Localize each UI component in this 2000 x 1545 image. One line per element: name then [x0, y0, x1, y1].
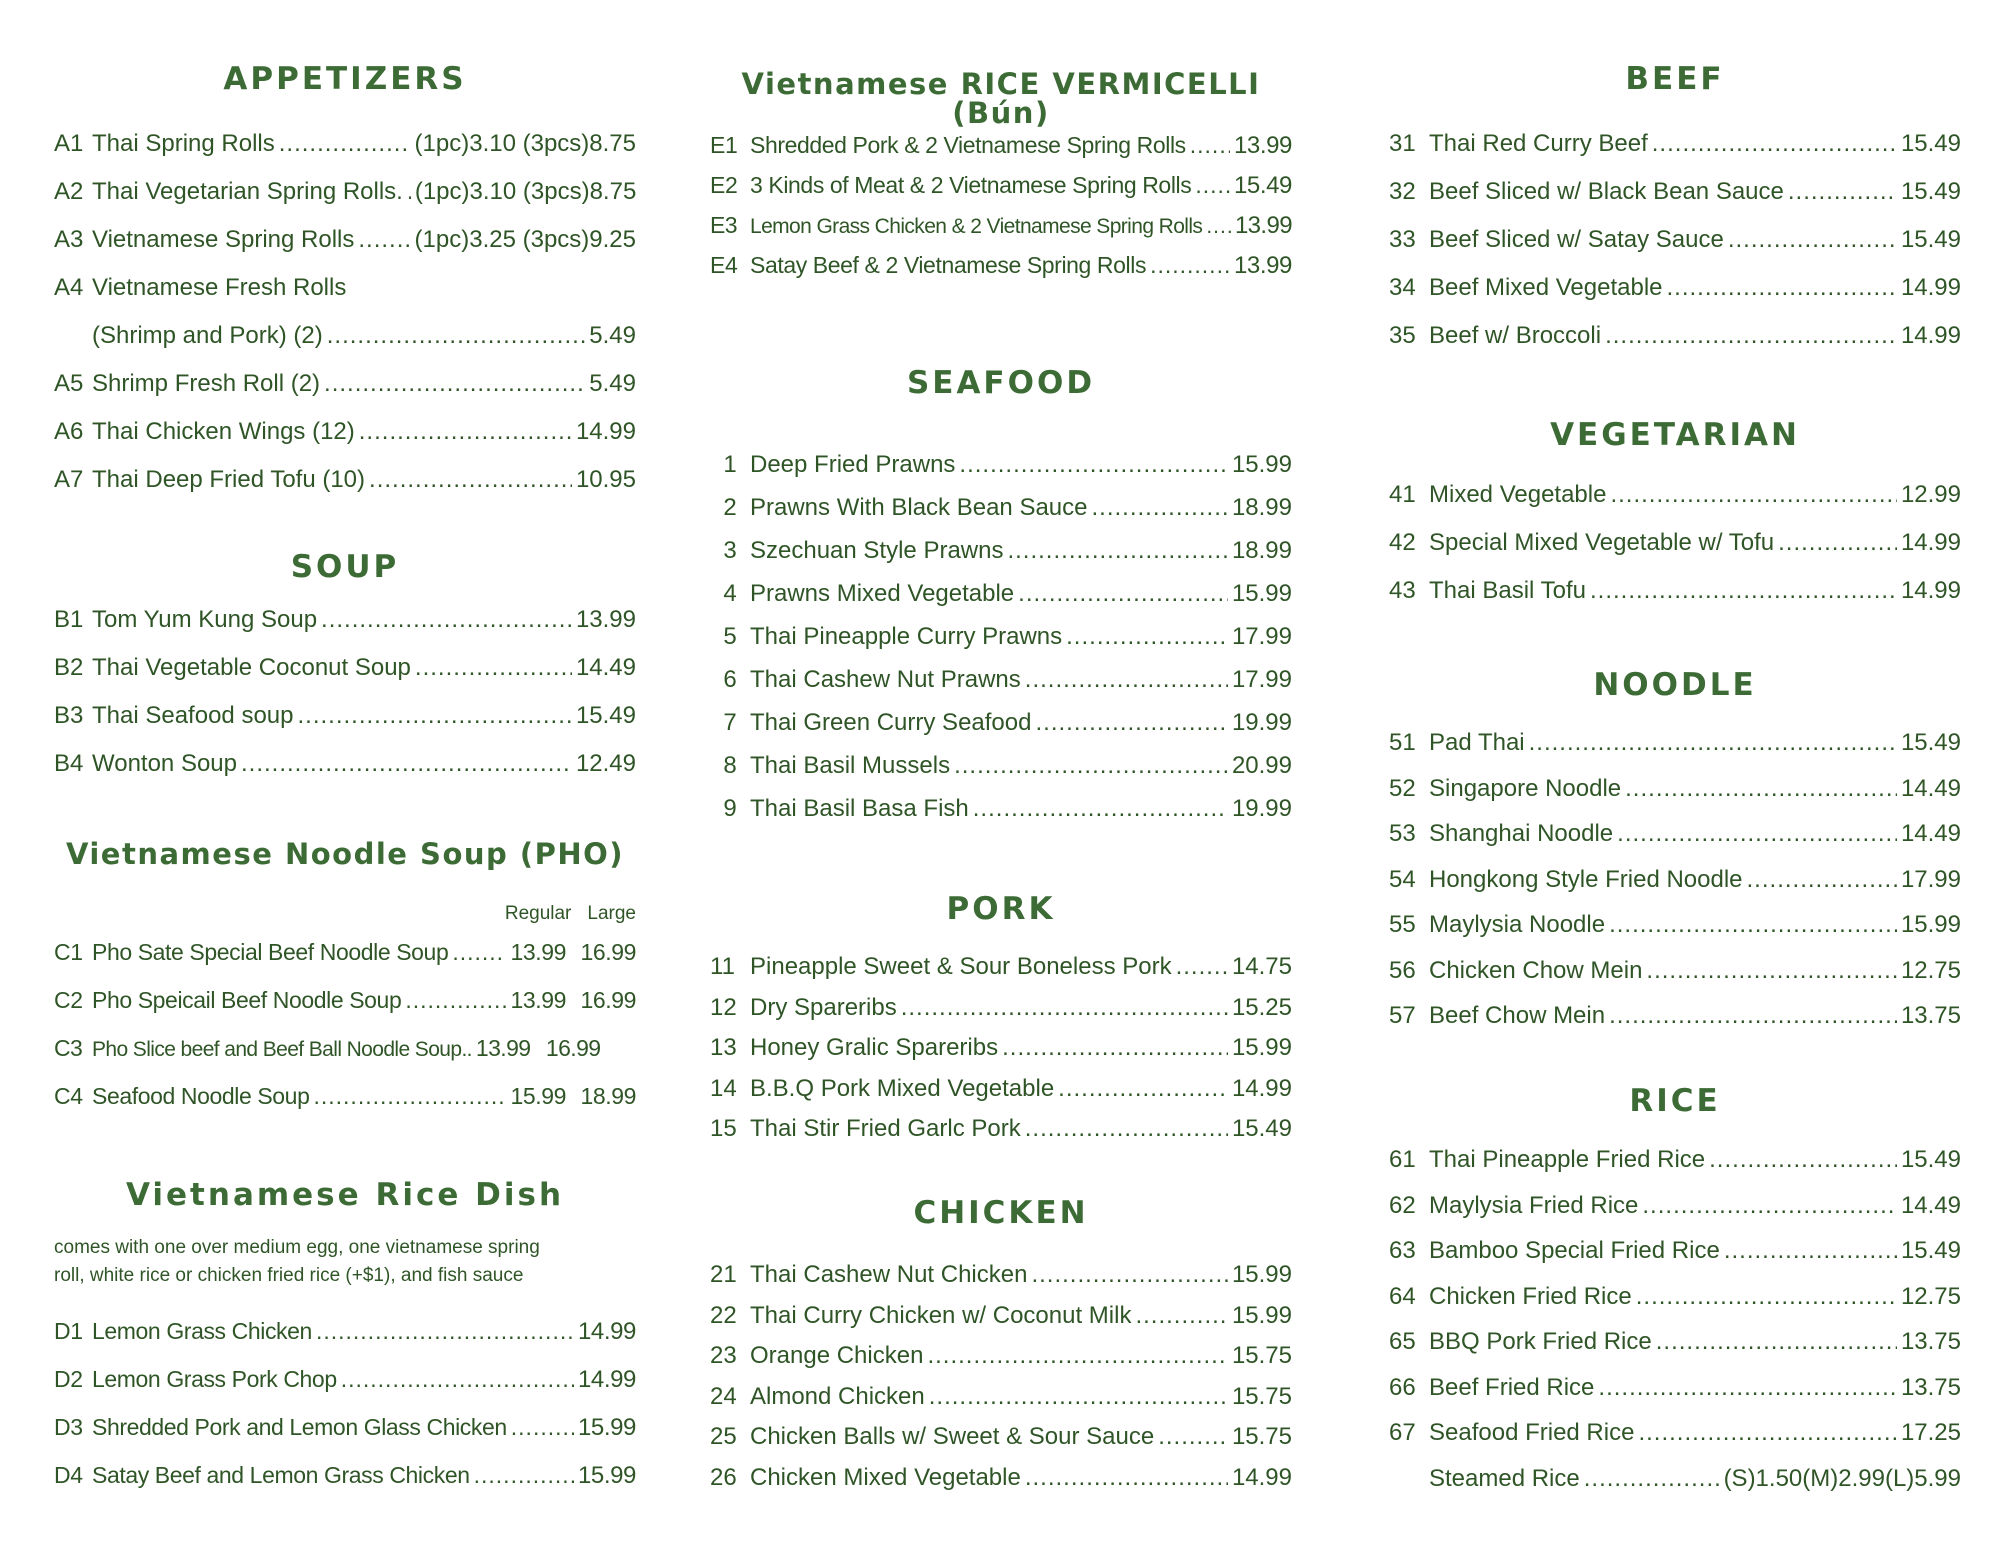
item-name: Dry Spareribs	[750, 993, 897, 1021]
dot-leader	[1724, 1234, 1897, 1268]
item-name: Singapore Noodle	[1429, 774, 1622, 802]
dot-leader	[1025, 1461, 1228, 1495]
item-name: Thai Basil Basa Fish	[750, 795, 969, 822]
item-name: Beef Sliced w/ Satay Sauce	[1429, 226, 1724, 253]
dot-leader	[1610, 478, 1896, 512]
menu-item	[1389, 271, 1961, 305]
item-price: 15.49	[1231, 1115, 1292, 1142]
menu-item	[1389, 772, 1961, 806]
section-title-rice: RICE	[1629, 1083, 1721, 1119]
item-number: 66	[1389, 1373, 1416, 1401]
dot-leader	[1176, 950, 1228, 984]
dot-leader	[1035, 706, 1227, 740]
dot-leader	[1747, 863, 1897, 897]
note-line: comes with one over medium egg, one vietnamese spring	[54, 1237, 540, 1258]
menu-item	[1389, 726, 1961, 760]
menu-item: D4 Satay Beef and Lemon Grass Chicken ..... 15.99	[54, 1458, 636, 1492]
menu-item	[710, 491, 1292, 525]
item-price: 17.25	[1900, 1419, 1961, 1446]
menu-item	[710, 991, 1292, 1025]
section-title-seafood: SEAFOOD	[906, 365, 1096, 401]
dot-leader	[1092, 491, 1228, 525]
item-name: Seafood Fried Rice	[1429, 1419, 1635, 1446]
menu-item	[710, 1299, 1292, 1333]
item-number: 42	[1389, 529, 1416, 556]
item-name: BBQ Pork Fried Rice	[1429, 1328, 1652, 1355]
item-number: 2	[723, 494, 737, 521]
section-title-chicken: CHICKEN	[913, 1195, 1089, 1231]
menu-item	[710, 663, 1292, 697]
item-name: Prawns Mixed Vegetable	[750, 580, 1015, 607]
menu-item: D3 Shredded Pork and Lemon Glass Chicken ..... 15.99	[54, 1410, 636, 1444]
rice-dish-note	[54, 1234, 614, 1290]
item-price: 14.99	[1231, 1074, 1292, 1102]
item-number: 32	[1389, 178, 1416, 205]
section-title-pho: Vietnamese Noodle Soup (PHO)	[65, 837, 625, 871]
menu-item	[1389, 954, 1961, 988]
item-number: 55	[1389, 911, 1416, 938]
dot-leader	[1617, 817, 1897, 851]
item-number: 52	[1389, 774, 1416, 802]
item-price: 14.99	[1900, 529, 1961, 556]
section-title-vegetarian: VEGETARIAN	[1550, 417, 1800, 453]
item-name: Maylysia Noodle	[1429, 911, 1606, 938]
menu-item: C4 Seafood Noodle Soup ..... 15.99 18.99	[54, 1079, 636, 1113]
menu-item: C3 Pho Slice beef and Beef Ball Noodle Soup.. 13.99 16.99	[54, 1035, 601, 1061]
dot-leader	[1609, 999, 1897, 1033]
dot-leader	[1066, 620, 1228, 654]
item-name: Pad Thai	[1429, 729, 1525, 756]
item-name: Shanghai Noodle	[1429, 820, 1614, 847]
menu-item: A2 Thai Vegetarian Spring Rolls. ..... (1pc)3.10 (3pcs)8.75	[54, 175, 636, 209]
menu-item	[1389, 223, 1961, 257]
dot-leader	[1031, 1258, 1227, 1292]
dot-leader	[1025, 1112, 1228, 1146]
item-name: Orange Chicken	[750, 1342, 924, 1369]
item-number: 33	[1389, 226, 1416, 253]
item-name: Chicken Chow Mein	[1429, 956, 1643, 984]
section-title-vermicelli: Vietnamese RICE VERMICELLI (Bún)	[741, 67, 1261, 130]
item-name: Deep Fried Prawns	[750, 451, 956, 478]
item-price: 13.75	[1900, 1373, 1961, 1401]
item-number: 67	[1389, 1419, 1416, 1446]
item-name: Pineapple Sweet & Sour Boneless Pork	[750, 953, 1172, 980]
item-price: 15.49	[1900, 130, 1961, 157]
item-number: 26	[710, 1463, 737, 1491]
item-name: Beef Chow Mein	[1429, 1002, 1606, 1029]
menu-item	[1389, 1416, 1961, 1450]
menu-item	[1389, 319, 1961, 353]
dot-leader	[1778, 526, 1897, 560]
item-price: 12.75	[1900, 1282, 1961, 1310]
item-price: 15.99	[1900, 911, 1961, 938]
item-price: 15.99	[1231, 580, 1292, 607]
note-line: roll, white rice or chicken fried rice (+$1), and fish sauce	[54, 1265, 524, 1286]
item-name: Thai Cashew Nut Prawns	[750, 666, 1021, 693]
item-price: 14.99	[1900, 274, 1961, 301]
menu-item	[1389, 175, 1961, 209]
menu-item	[1389, 478, 1961, 512]
menu-item: D1 Lemon Grass Chicken ..... 14.99	[54, 1314, 636, 1348]
item-name: Hongkong Style Fried Noodle	[1429, 865, 1743, 893]
item-number: 35	[1389, 322, 1416, 349]
item-number: 24	[710, 1382, 737, 1410]
dot-leader	[1158, 1420, 1228, 1454]
menu-item	[710, 534, 1292, 568]
menu-item	[1389, 1371, 1961, 1405]
dot-leader	[1007, 534, 1227, 568]
dot-leader	[901, 991, 1228, 1025]
menu-item	[1389, 863, 1961, 897]
menu-item: E2 3 Kinds of Meat & 2 Vietnamese Spring Rolls ..... 15.49	[710, 168, 1292, 202]
item-number: 7	[723, 709, 737, 736]
menu-item	[1389, 526, 1961, 560]
item-price: 12.99	[1900, 481, 1961, 508]
menu-item	[1389, 127, 1961, 161]
dot-leader	[1002, 1031, 1228, 1065]
item-number: 64	[1389, 1282, 1416, 1310]
item-number: 62	[1389, 1191, 1416, 1219]
item-name: Thai Green Curry Seafood	[750, 709, 1032, 736]
menu-item	[710, 1339, 1292, 1373]
item-name: Chicken Balls w/ Sweet & Sour Sauce	[750, 1423, 1155, 1450]
item-name: Mixed Vegetable	[1429, 481, 1607, 508]
dot-leader	[1025, 663, 1228, 697]
dot-leader	[1667, 271, 1897, 305]
dot-leader	[1605, 319, 1897, 353]
item-number: 43	[1389, 577, 1416, 604]
menu-item	[710, 1420, 1292, 1454]
item-name: Steamed Rice	[1429, 1464, 1580, 1492]
item-number: 41	[1389, 481, 1416, 508]
item-number: 6	[723, 666, 737, 693]
menu-item: E3 Lemon Grass Chicken & 2 Vietnamese Spring Rolls ..... 13.99	[710, 208, 1292, 242]
menu-item: E1 Shredded Pork & 2 Vietnamese Spring Rolls ..... 13.99	[710, 128, 1292, 162]
item-number: 1	[723, 451, 737, 478]
item-price: 17.99	[1231, 666, 1292, 693]
item-price: 14.49	[1900, 1191, 1961, 1219]
dot-leader	[1642, 1189, 1897, 1223]
item-price: 18.99	[1231, 537, 1292, 564]
item-number: 22	[710, 1301, 737, 1329]
dot-leader	[929, 1380, 1228, 1414]
menu-item: B4 Wonton Soup ..... 12.49	[54, 747, 636, 781]
item-price: 12.75	[1900, 956, 1961, 984]
item-name: Maylysia Fried Rice	[1429, 1191, 1639, 1219]
menu-item: A4 Vietnamese Fresh Rolls	[54, 274, 347, 301]
item-number: 34	[1389, 274, 1416, 301]
regular-column-header: Regular	[504, 903, 572, 924]
item-number: 53	[1389, 820, 1416, 847]
item-name: B.B.Q Pork Mixed Vegetable	[750, 1074, 1055, 1102]
item-name: Almond Chicken	[750, 1382, 925, 1410]
dot-leader	[1609, 908, 1897, 942]
item-price: 14.75	[1231, 953, 1292, 980]
item-name: Chicken Fried Rice	[1429, 1282, 1632, 1310]
menu-item: E4 Satay Beef & 2 Vietnamese Spring Rolls ..... 13.99	[710, 248, 1292, 282]
menu-item: A6 Thai Chicken Wings (12) ..... 14.99	[54, 415, 636, 449]
item-name: Thai Pineapple Curry Prawns	[750, 623, 1063, 650]
menu-item: A7 Thai Deep Fried Tofu (10) ..... 10.95	[54, 463, 636, 497]
menu-item	[710, 1112, 1292, 1146]
dot-leader	[1529, 726, 1897, 760]
dot-leader	[1728, 223, 1897, 257]
item-number: 31	[1389, 130, 1416, 157]
item-number: 56	[1389, 956, 1416, 984]
menu-item	[1389, 1143, 1961, 1177]
item-number: 63	[1389, 1237, 1416, 1264]
item-number: 11	[710, 953, 735, 980]
item-price: 15.49	[1900, 729, 1961, 756]
item-price: 14.49	[1900, 774, 1961, 802]
item-price: (S)1.50(M)2.99(L)5.99	[1723, 1464, 1961, 1492]
item-name: Beef Fried Rice	[1429, 1373, 1595, 1401]
item-number: 25	[710, 1423, 737, 1450]
menu-item	[710, 1072, 1292, 1106]
item-number: 9	[723, 795, 737, 822]
menu-item	[710, 1380, 1292, 1414]
menu-item	[1389, 1280, 1961, 1314]
item-price: 15.99	[1231, 451, 1292, 478]
item-name: Beef Mixed Vegetable	[1429, 274, 1663, 301]
item-price: 15.99	[1231, 1301, 1292, 1329]
menu-item	[1389, 1234, 1961, 1268]
item-price: 14.99	[1900, 322, 1961, 349]
item-name: Thai Stir Fried Garlc Pork	[750, 1115, 1021, 1142]
menu-item	[710, 749, 1292, 783]
menu-item	[710, 448, 1292, 482]
item-price: 15.49	[1900, 1146, 1961, 1173]
item-name: Prawns With Black Bean Sauce	[750, 494, 1088, 521]
menu-item: A1 Thai Spring Rolls ..... (1pc)3.10 (3pcs)8.75	[54, 127, 636, 161]
dot-leader	[1652, 127, 1897, 161]
menu-item	[1389, 817, 1961, 851]
menu-item: A3 Vietnamese Spring Rolls ..... (1pc)3.25 (3pcs)9.25	[54, 223, 636, 257]
menu-item	[1389, 1462, 1961, 1496]
item-name: Special Mixed Vegetable w/ Tofu	[1429, 529, 1775, 556]
menu-item-continued: (Shrimp and Pork) (2) ..... 5.49	[54, 319, 636, 353]
item-name: Szechuan Style Prawns	[750, 537, 1004, 564]
item-name: Bamboo Special Fried Rice	[1429, 1237, 1720, 1264]
item-price: 20.99	[1231, 752, 1292, 779]
menu-item	[710, 1461, 1292, 1495]
item-name: Thai Basil Mussels	[750, 752, 951, 779]
item-number: 51	[1389, 729, 1416, 756]
dot-leader	[1709, 1143, 1897, 1177]
item-price: 17.99	[1900, 865, 1961, 893]
dot-leader	[973, 792, 1228, 826]
item-name: Thai Curry Chicken w/ Coconut Milk	[750, 1301, 1132, 1329]
item-number: 13	[710, 1034, 737, 1061]
menu-item: C1 Pho Sate Special Beef Noodle Soup ..... 13.99 16.99	[54, 935, 636, 969]
item-price: 15.99	[1231, 1261, 1292, 1288]
item-name: Thai Cashew Nut Chicken	[750, 1261, 1028, 1288]
section-title-pork: PORK	[946, 891, 1056, 927]
item-price: 15.25	[1231, 993, 1292, 1021]
item-price: 15.49	[1900, 178, 1961, 205]
section-title-beef: BEEF	[1625, 61, 1725, 97]
menu-item	[1389, 574, 1961, 608]
menu-item: C2 Pho Speicail Beef Noodle Soup ..... 13.99 16.99	[54, 983, 636, 1017]
item-price: 15.75	[1231, 1423, 1292, 1450]
dot-leader	[1656, 1325, 1897, 1359]
item-name: Thai Pineapple Fried Rice	[1429, 1146, 1706, 1173]
item-price: 19.99	[1231, 795, 1292, 822]
item-number: 8	[723, 752, 737, 779]
menu-item	[1389, 1325, 1961, 1359]
item-number: 3	[723, 537, 737, 564]
dot-leader	[1788, 175, 1897, 209]
dot-leader	[1058, 1072, 1228, 1106]
item-price: 15.99	[1231, 1034, 1292, 1061]
item-price: 15.75	[1231, 1382, 1292, 1410]
item-price: 15.75	[1231, 1342, 1292, 1369]
item-number: 15	[710, 1115, 737, 1142]
section-title-noodle: NOODLE	[1593, 667, 1757, 703]
menu-item	[710, 950, 1292, 984]
menu-item	[710, 792, 1292, 826]
section-title-appetizers: APPETIZERS	[223, 61, 467, 97]
item-name: Thai Red Curry Beef	[1429, 130, 1648, 157]
item-name: Chicken Mixed Vegetable	[750, 1463, 1021, 1491]
menu-item: B2 Thai Vegetable Coconut Soup ..... 14.49	[54, 651, 636, 685]
dot-leader	[1590, 574, 1897, 608]
item-number: 4	[723, 580, 737, 607]
dot-leader	[1018, 577, 1228, 611]
price-column-headers	[505, 903, 636, 925]
item-price: 14.99	[1900, 577, 1961, 604]
menu-item	[1389, 908, 1961, 942]
item-price: 18.99	[1231, 494, 1292, 521]
item-price: 15.49	[1900, 226, 1961, 253]
menu-item: D2 Lemon Grass Pork Chop ..... 14.99	[54, 1362, 636, 1396]
item-number: 5	[723, 623, 737, 650]
large-column-header: Large	[587, 903, 636, 924]
item-name: Beef w/ Broccoli	[1429, 322, 1602, 349]
item-price: 13.75	[1900, 1002, 1961, 1029]
menu-item: B1 Tom Yum Kung Soup ..... 13.99	[54, 603, 636, 637]
dot-leader	[1636, 1280, 1897, 1314]
menu-item	[1389, 1189, 1961, 1223]
dot-leader	[927, 1339, 1228, 1373]
item-price: 13.75	[1900, 1328, 1961, 1355]
dot-leader	[1638, 1416, 1896, 1450]
section-title-rice-dish: Vietnamese Rice Dish	[125, 1177, 565, 1213]
item-number: 61	[1389, 1146, 1416, 1173]
menu-item	[710, 577, 1292, 611]
menu-item	[710, 1031, 1292, 1065]
dot-leader	[1646, 954, 1897, 988]
menu-item: B3 Thai Seafood soup ..... 15.49	[54, 699, 636, 733]
item-price: 14.99	[1231, 1463, 1292, 1491]
item-name: Thai Basil Tofu	[1429, 577, 1586, 604]
item-price: 15.49	[1900, 1237, 1961, 1264]
dot-leader	[1584, 1462, 1720, 1496]
item-number: 57	[1389, 1002, 1416, 1029]
item-name: Beef Sliced w/ Black Bean Sauce	[1429, 178, 1784, 205]
item-name: Honey Gralic Spareribs	[750, 1034, 999, 1061]
menu-item: A5 Shrimp Fresh Roll (2) ..... 5.49	[54, 367, 636, 401]
item-number: 14	[710, 1074, 737, 1102]
item-number: 23	[710, 1342, 737, 1369]
section-title-soup: SOUP	[290, 549, 400, 585]
item-number: 12	[710, 993, 737, 1021]
dot-leader	[959, 448, 1228, 482]
dot-leader	[1625, 772, 1897, 806]
item-price: 14.49	[1900, 820, 1961, 847]
menu-item	[710, 706, 1292, 740]
dot-leader	[1598, 1371, 1897, 1405]
dot-leader	[954, 749, 1228, 783]
item-price: 19.99	[1231, 709, 1292, 736]
menu-item	[710, 1258, 1292, 1292]
menu-item	[710, 620, 1292, 654]
menu-item	[1389, 999, 1961, 1033]
dot-leader	[1135, 1299, 1227, 1333]
item-number: 21	[710, 1261, 737, 1288]
item-price: 17.99	[1231, 623, 1292, 650]
item-number: 54	[1389, 865, 1416, 893]
item-number: 65	[1389, 1328, 1416, 1355]
